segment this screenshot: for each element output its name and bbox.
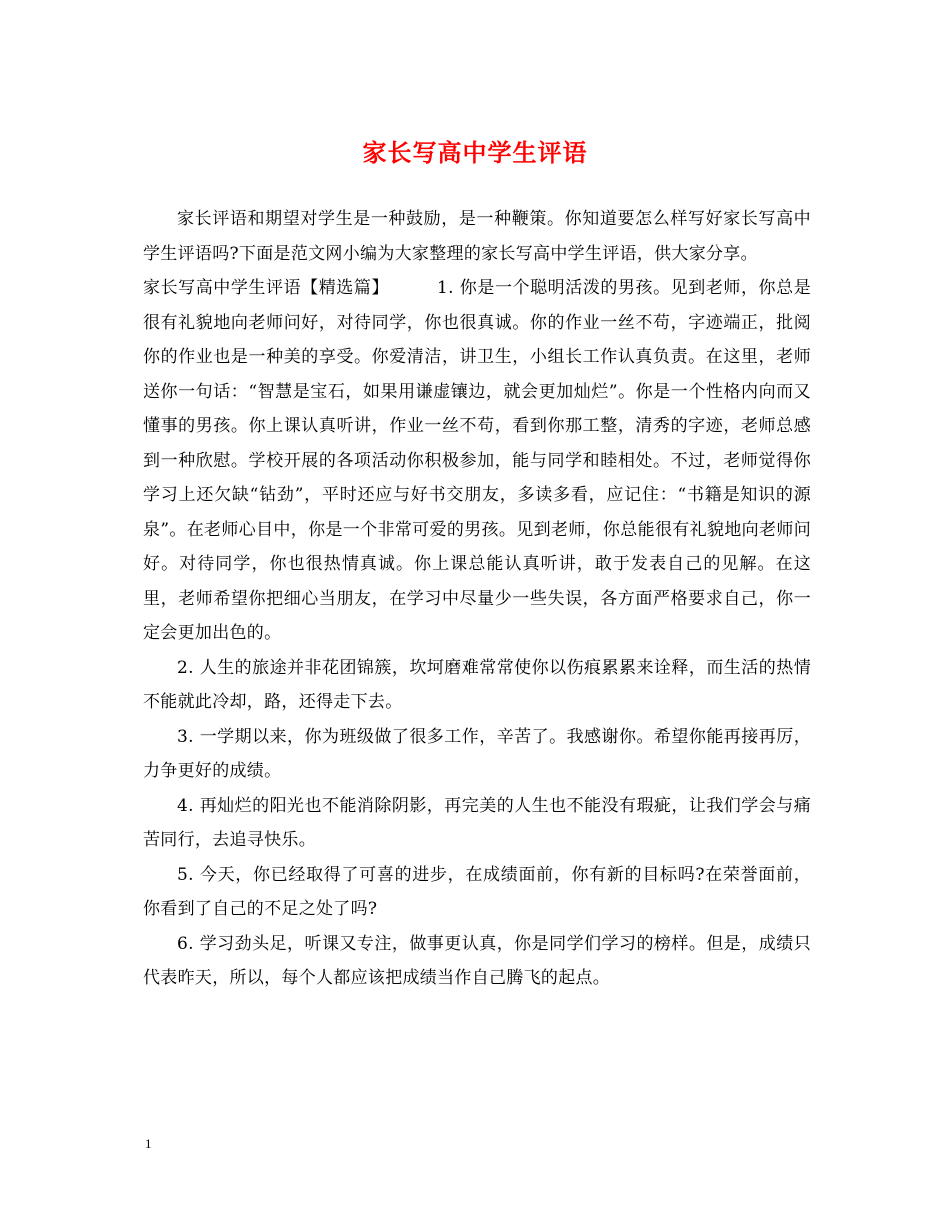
comment-item-3: 3. 一学期以来，你为班级做了很多工作，辛苦了。我感谢你。希望你能再接再厉，力争更好的成绩。 bbox=[143, 726, 811, 781]
comment-item-2: 2. 人生的旅途并非花团锦簇，坎坷磨难常常使你以伤痕累累来诠释，而生活的热情不能就此冷却，路，还得走下去。 bbox=[143, 657, 811, 712]
section-heading: 家长写高中学生评语【精选篇】 bbox=[143, 278, 390, 298]
document-title: 家长写高中学生评语 bbox=[362, 138, 588, 167]
page-number: 1 bbox=[145, 1136, 152, 1151]
section-paragraph bbox=[143, 271, 811, 651]
intro-paragraph: 家长评语和期望对学生是一种鼓励，是一种鞭策。你知道要怎么样写好家长写高中学生评语吗?下面是范文网小编为大家整理的家长写高中学生评语，供大家分享。 bbox=[143, 209, 811, 264]
comment-item-4: 4. 再灿烂的阳光也不能消除阴影，再完美的人生也不能没有瑕疵，让我们学会与痛苦同行，去追寻快乐。 bbox=[143, 795, 811, 850]
comment-item-6: 6. 学习劲头足，听课又专注，做事更认真，你是同学们学习的榜样。但是，成绩只代表昨天，所以，每个人都应该把成绩当作自己腾飞的起点。 bbox=[143, 933, 811, 988]
comment-item-1: 1. 你是一个聪明活泼的男孩。见到老师，你总是很有礼貌地向老师问好，对待同学，你也很真诚。你的作业一丝不苟，字迹端正，批阅你的作业也是一种美的享受。你爱清洁，讲卫生，小组长工作认真负责。在这里，老师送你一句话：“智慧是宝石，如果用谦虚镶边，就会更加灿烂”。你是一个性格内向而又懂事的男孩。你上课认真听讲，作业一丝不苟，看到你那工整，清秀的字迹，老师总感到一种欣慰。学校开展的各项活动你积极参加，能与同学和睦相处。不过，老师觉得你学习上还欠缺“钻劲”，平时还应与好书交朋友，多读多看，应记住：“书籍是知识的源泉”。在老师心目中，你是一个非常可爱的男孩。见到老师，你总能很有礼貌地向老师问好。对待同学，你也很热情真诚。你上课总能认真听讲，敢于发表自己的见解。在这里，老师希望你把细心当朋友，在学习中尽量少一些失误，各方面严格要求自己，你一定会更加出色的。 bbox=[143, 278, 811, 643]
document-body bbox=[143, 202, 811, 996]
comment-item-5: 5. 今天，你已经取得了可喜的进步，在成绩面前，你有新的目标吗?在荣誉面前，你看到了自己的不足之处了吗? bbox=[143, 864, 811, 919]
